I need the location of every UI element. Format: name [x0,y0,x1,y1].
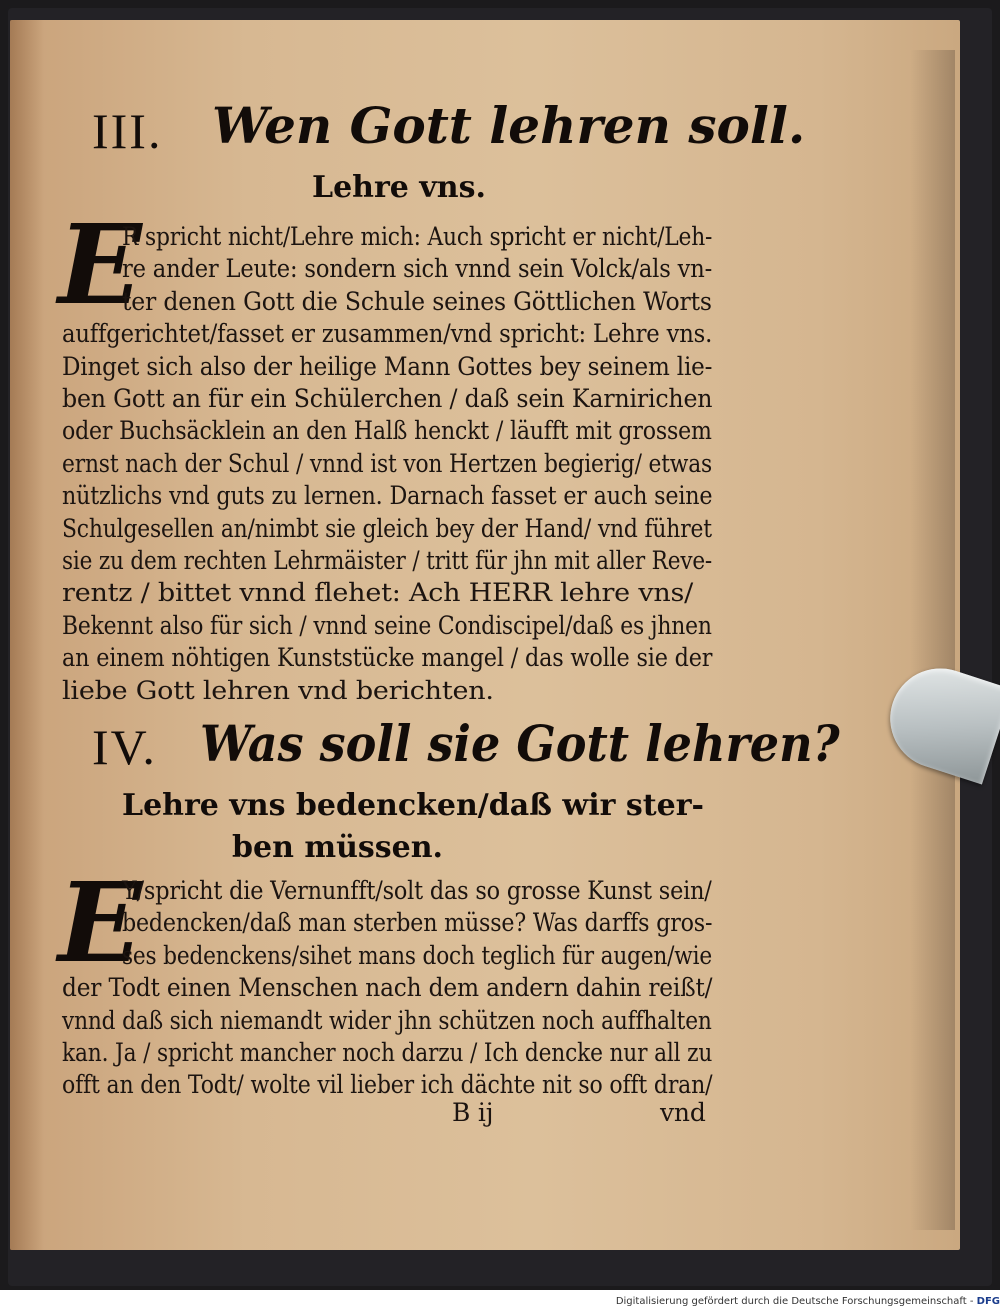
section-4-number: IV. [92,719,157,775]
dfg-logo: DFG [976,1296,1000,1307]
text-line: re ander Leute: sondern sich vnnd sein Volck/als vn- [122,254,713,284]
text-line: ses bedenckens/sihet mans doch teglich für augen/wie [122,940,712,970]
text-line: auffgerichtet/fasset er zusammen/vnd spricht: Lehre vns. [62,319,713,349]
section-4-title: Was soll sie Gott lehren? [200,714,840,773]
text-line: Schulgesellen an/nimbt sie gleich bey der Hand/ vnd führet [62,513,712,543]
section-3-subtitle: Lehre vns. [312,170,486,205]
credit-text: Digitalisierung gefördert durch die Deutsche Forschungsgemeinschaft - [615,1296,974,1307]
text-line: liebe Gott lehren vnd berichten. [62,675,494,705]
text-line: R spricht nicht/Lehre mich: Auch spricht er nicht/Leh- [122,222,713,251]
text-line: Y/spricht die Vernunfft/solt das so grosse Kunst sein/ [122,876,712,905]
digitization-credit [600,1296,1000,1311]
text-line: nützlichs vnd guts zu lernen. Darnach fasset er auch seine [62,481,713,511]
section-4-dropcap: E [58,858,142,987]
text-line: rentz / bittet vnnd flehet: Ach HERR lehre vns/ [62,578,694,608]
text-line: sie zu dem rechten Lehrmäister / tritt für jhn mit aller Reve- [62,546,713,575]
text-line: der Todt einen Menschen nach dem andern dahin reißt/ [62,973,713,1003]
text-line: kan. Ja / spricht mancher noch darzu / Ich dencke nur all zu [62,1038,713,1067]
text-line: offt an den Todt/ wolte vil lieber ich dächte nit so offt dran/ [62,1070,713,1100]
text-line: ben Gott an für ein Schülerchen / daß sein Karnirichen [62,384,713,413]
catchword: vnd [660,1098,706,1127]
text-line: ernst nach der Schul / vnnd ist von Hertzen begierig/ etwas [62,448,713,478]
section-4-subtitle-line-2: ben müssen. [232,830,443,865]
text-line: bedencken/daß man sterben müsse? Was darffs gros- [122,908,713,938]
text-line: ter denen Gott die Schule seines Göttlichen Worts [122,286,712,316]
page-edge-shadow [910,50,955,1230]
section-4-subtitle-line-1: Lehre vns bedencken/daß wir ster- [122,788,704,823]
section-3-number: III. [92,103,163,159]
section-3-title: Wen Gott lehren soll. [212,96,806,155]
text-line: oder Buchsäcklein an den Halß henckt / läufft mit grossem [62,416,712,446]
signature-mark: B ij [452,1098,494,1127]
text-line: vnnd daß sich niemandt wider jhn schützen noch auffhalten [62,1005,712,1035]
text-line: an einem nöhtigen Kunststücke mangel / das wolle sie der [62,643,713,673]
text-line: Bekennt also für sich / vnnd seine Condiscipel/daß es jhnen [62,610,712,640]
text-line: Dinget sich also der heilige Mann Gottes bey seinem lie- [62,351,713,381]
page-gutter-shadow [10,20,44,1250]
section-3-dropcap: E [58,200,142,329]
